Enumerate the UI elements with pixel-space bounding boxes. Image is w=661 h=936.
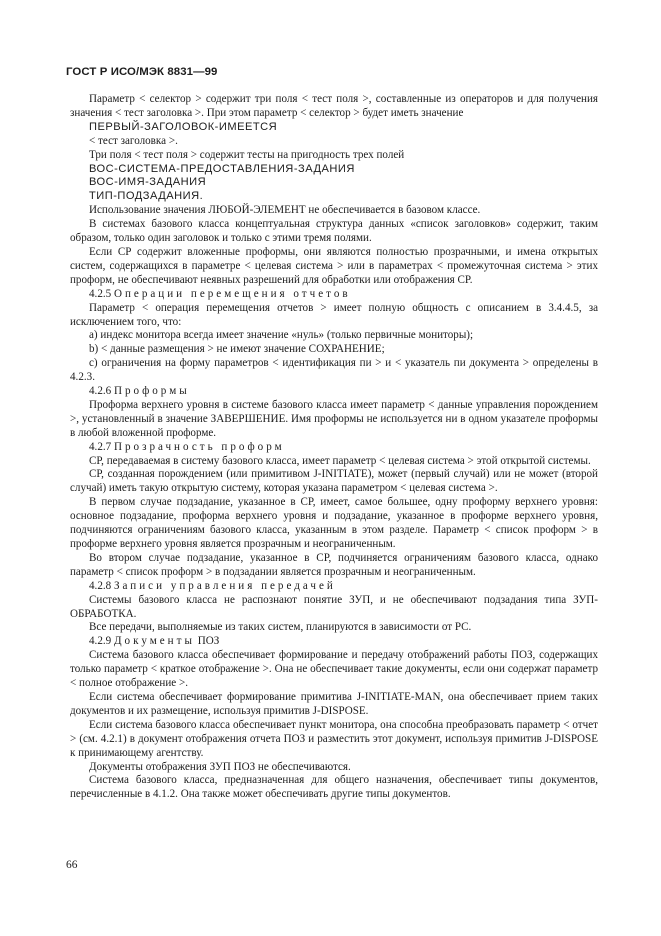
value-line: ТИП-ПОДЗАДАНИЯ. <box>89 190 204 203</box>
text-line: Документы отображения ЗУП ПОЗ не обеспечиваются. <box>89 760 351 773</box>
text-line: Все передачи, выполняемые из таких систем, планируются в зависимости от РС. <box>89 621 472 634</box>
section-title: Записи управления передачей <box>113 579 336 592</box>
paragraph: СР, созданная порождением (или примитивом J-INITIATE), может (первый случай) или не может (второй случай) иметь такую открытую систему, которая указана параметром < целевая система >. <box>70 468 598 495</box>
paragraph: Система базового класса обеспечивает формирование и передачу отображений работы ПОЗ, содержащих только параметр < краткое отображение >. Она не обеспечивает такие документы, если они содержат параметр < полное отображение >. <box>70 649 598 690</box>
section-number: 4.2.8 <box>89 579 112 592</box>
paragraph: Проформа верхнего уровня в системе базового класса имеет параметр < данные управления порождением >, установленный в значение ЗАВЕРШЕНИЕ. Имя проформы не используется ни в одном указателе проформы в любой вложенной проформе. <box>70 398 598 439</box>
text-line: Использование значения ЛЮБОЙ-ЭЛЕМЕНТ не обеспечивается в базовом классе. <box>89 204 481 217</box>
section-title: Проформы <box>113 385 190 398</box>
paragraph: Во втором случае подзадание, указанное в СР, подчиняется ограничениям базового класса, однако параметр < список проформ > в подзадании является прозрачным и неограниченным. <box>70 551 598 578</box>
section-title: Прозрачность проформ <box>113 440 285 453</box>
paragraph: В первом случае подзадание, указанное в СР, имеет, самое большее, одну проформу верхнего уровня: основное подзадание, проформа верхнего уровня и подзадание, указанное в проформе верхнего уровня, подчиняются ограничениям базового класса, указанным в этом разделе. Параметр < список проформ > в проформе верхнего уровня является прозрачным и неограниченным. <box>70 496 598 550</box>
section-heading-4-2-5 <box>89 288 598 302</box>
value-line: ПЕРВЫЙ-ЗАГОЛОВОК-ИМЕЕТСЯ <box>89 120 278 133</box>
section-heading-4-2-8 <box>89 580 598 594</box>
paragraph: Если СР содержит вложенные проформы, они являются полностью прозрачными, и имена открытых систем, содержащихся в параметре < целевая система > или в параметрах < промежуточная система > этих проформ, не обеспечивают неявных разрешений для обработки или отображения СР. <box>70 245 598 286</box>
paragraph: Параметр < селектор > содержит три поля < тест поля >, составленные из операторов и для получения значения < тест заголовка >. При этом параметр < селектор > будет иметь значение <box>70 93 598 119</box>
section-title: Операции перемещения отчетов <box>113 287 351 300</box>
paragraph: Если система базового класса обеспечивает пункт монитора, она способна преобразовать параметр < отчет > (см. 4.2.1) в документ отображения отчета ПОЗ и разместить этот документ, используя примитив J-DISPOSE к принимающему агентству. <box>70 718 598 759</box>
section-heading-4-2-9 <box>89 635 598 649</box>
paragraph: Системы базового класса не распознают понятие ЗУП, и не обеспечивают подзадания типа ЗУП-ОБРАБОТКА. <box>70 593 598 620</box>
text-line: < тест заголовка >. <box>89 134 178 147</box>
section-number: 4.2.5 <box>89 287 112 300</box>
text-line: Три поля < тест поля > содержит тесты на пригодность трех полей <box>89 148 405 161</box>
page-number: 66 <box>66 859 78 871</box>
list-item: b) < данные размещения > не имеют значение СОХРАНЕНИЕ; <box>89 343 385 356</box>
paragraph: В системах базового класса концептуальная структура данных «список заголовков» содержит, таким образом, только один заголовок и только с этими тремя полями. <box>70 218 598 245</box>
section-heading-4-2-6 <box>89 385 598 399</box>
section-number: 4.2.6 <box>89 385 112 398</box>
list-item: с) ограничения на форму параметров < идентификация пи > и < указатель пи документа > определены в 4.2.3. <box>70 357 598 384</box>
section-heading-4-2-7 <box>89 441 598 455</box>
paragraph: СР, передаваемая в систему базового класса, имеет параметр < целевая система > этой открытой системы. <box>89 454 591 467</box>
section-title: Документы <box>113 635 195 648</box>
value-line: ВОС-СИСТЕМА-ПРЕДОСТАВЛЕНИЯ-ЗАДАНИЯ <box>89 162 355 175</box>
paragraph: Система базового класса, предназначенная для общего назначения, обеспечивает типы документов, перечисленные в 4.1.2. Она также может обеспечивать другие типы документов. <box>70 774 598 801</box>
paragraph: Если система обеспечивает формирование примитива J-INITIATE-MAN, она обеспечивает прием таких документов и их размещение, используя примитив J-DISPOSE. <box>70 690 598 717</box>
section-number: 4.2.9 <box>89 635 112 648</box>
value-line: ВОС-ИМЯ-ЗАДАНИЯ <box>89 176 207 189</box>
running-header: ГОСТ Р ИСО/МЭК 8831—99 <box>66 66 218 78</box>
body-text <box>70 93 598 802</box>
list-item: а) индекс монитора всегда имеет значение «нуль» (только первичные мониторы); <box>89 329 474 342</box>
paragraph: Параметр < операция перемещения отчетов > имеет полную общность с описанием в 3.4.4.5, за исключением того, что: <box>70 301 598 328</box>
section-title-tail: ПОЗ <box>197 635 220 648</box>
section-number: 4.2.7 <box>89 440 112 453</box>
